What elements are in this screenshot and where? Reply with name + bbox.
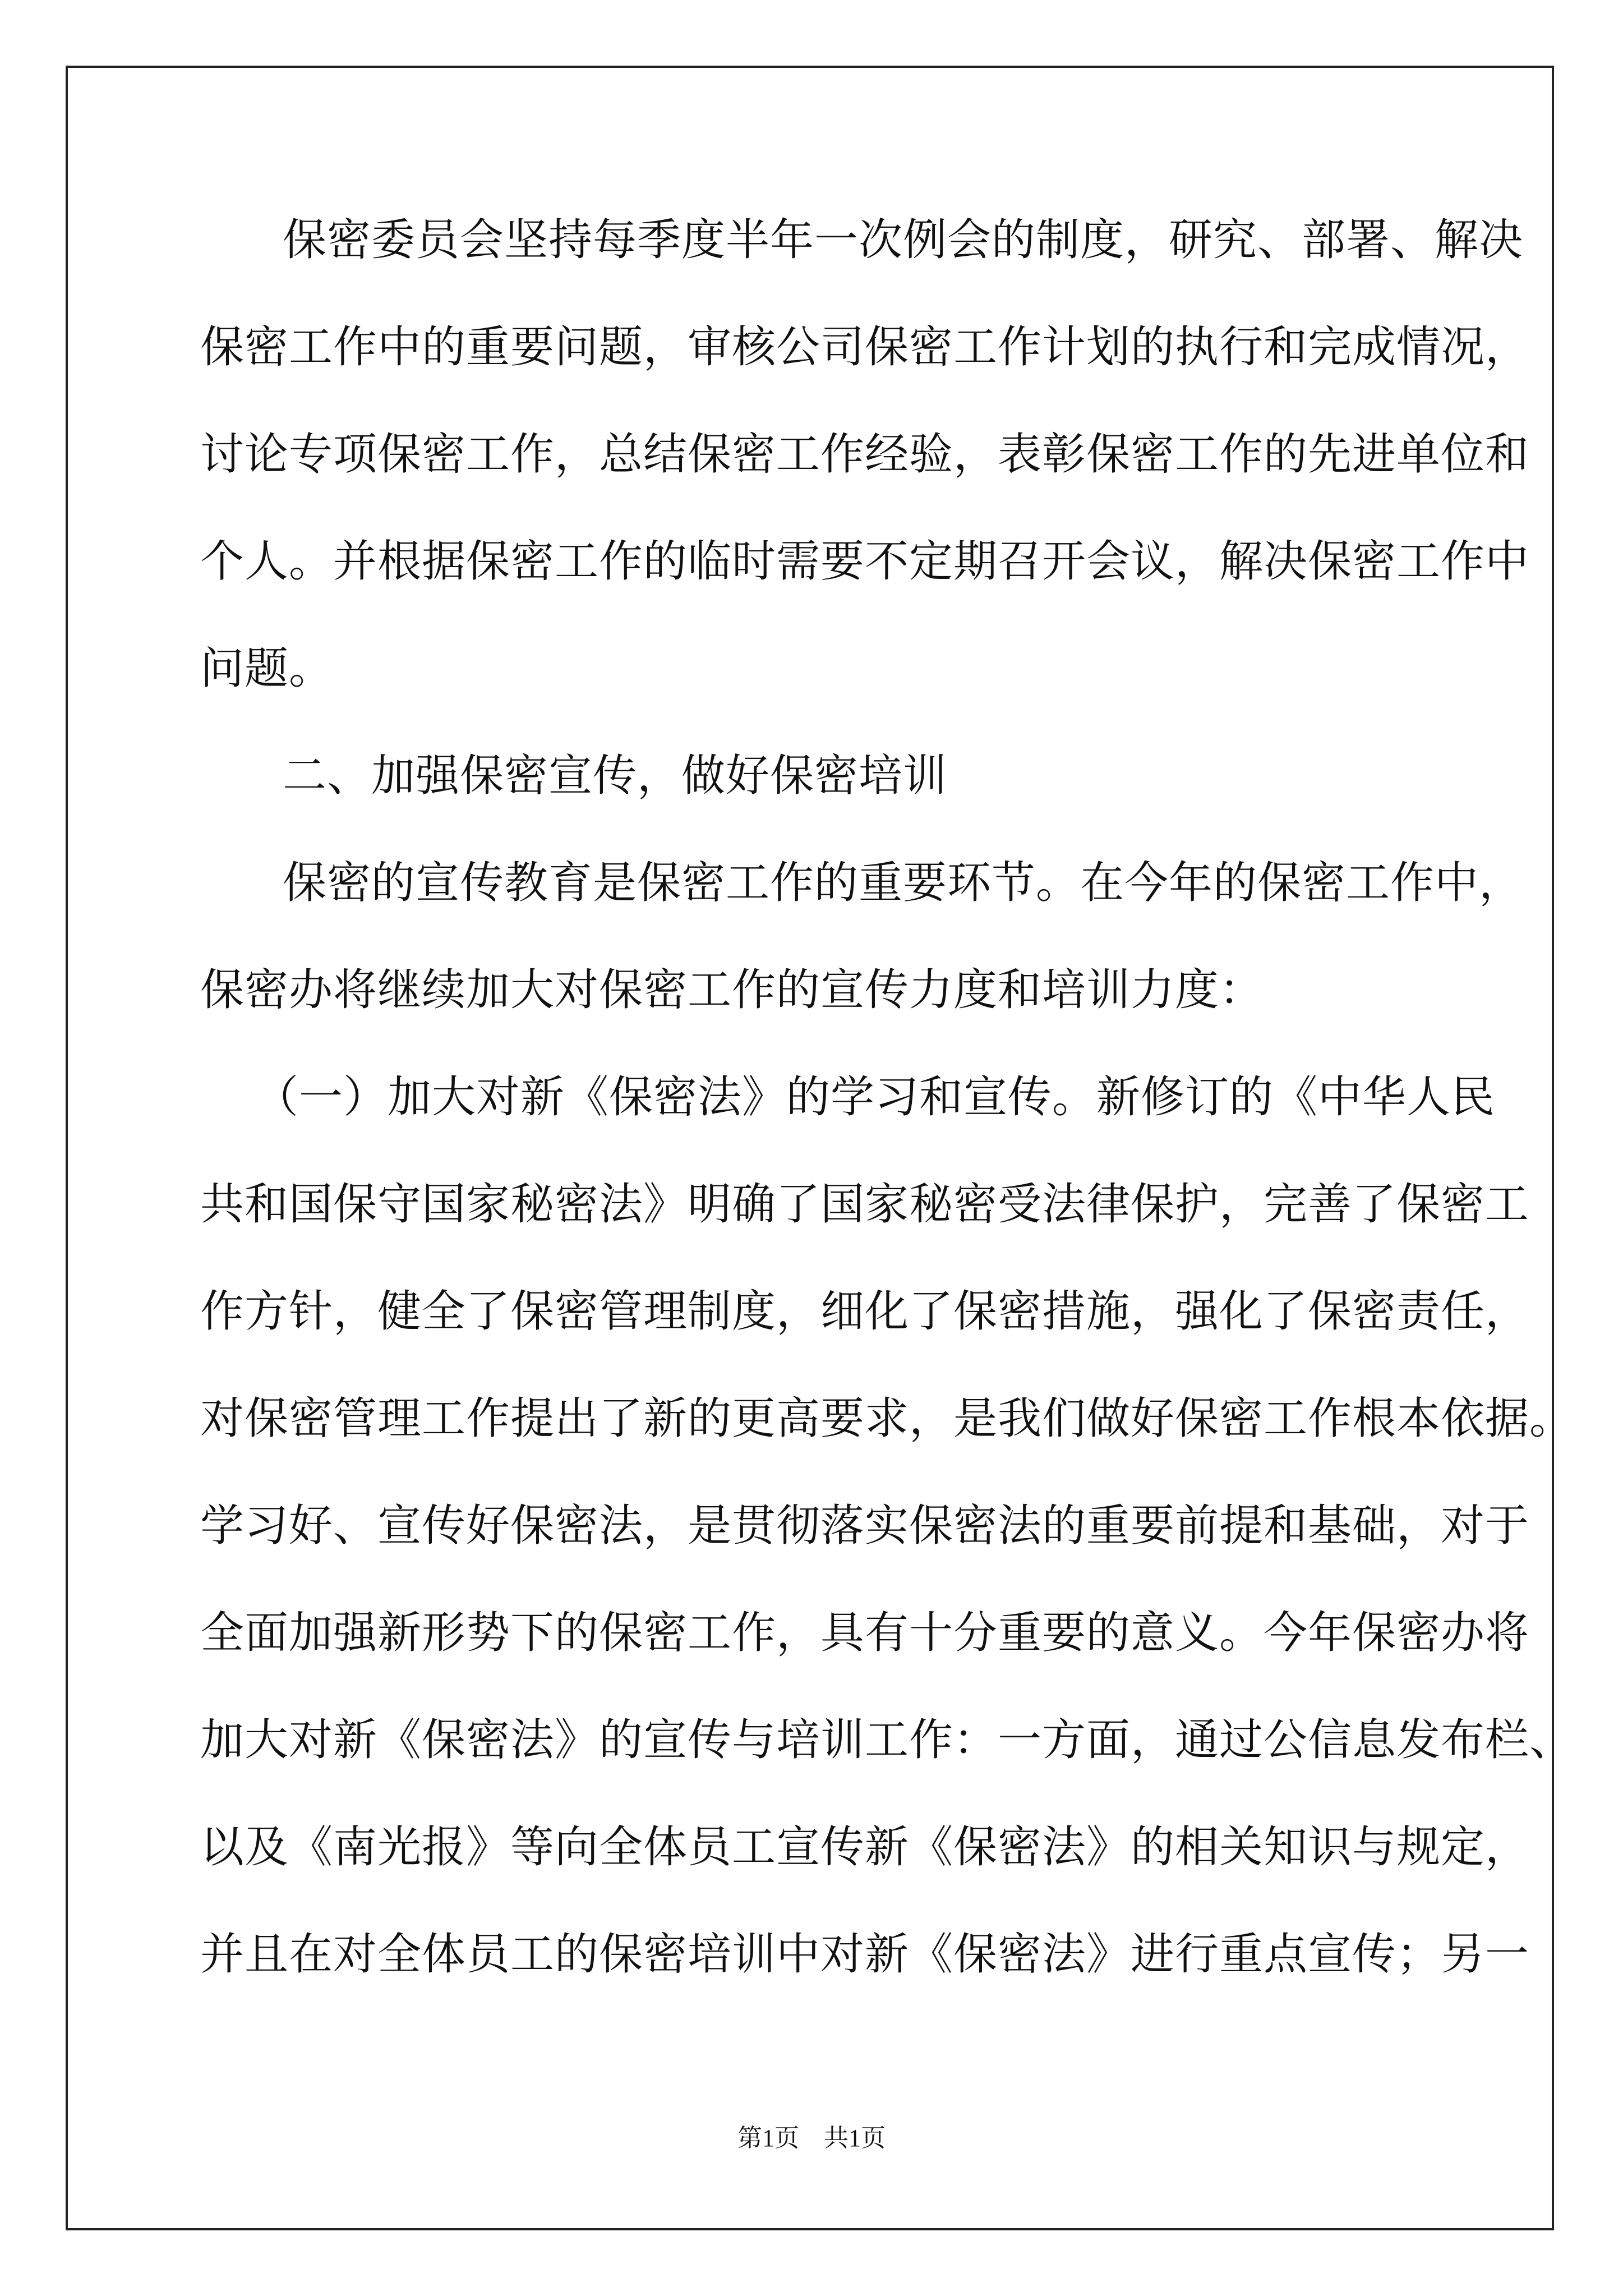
body-line: 对保密管理工作提出了新的更高要求，是我们做好保密工作根本依据。: [200, 1393, 1574, 1444]
body-line: 加大对新《保密法》的宣传与培训工作：一方面，通过公信息发布栏、: [200, 1715, 1574, 1765]
body-line: 以及《南光报》等向全体员工宣传新《保密法》的相关知识与规定，: [200, 1822, 1530, 1872]
body-line: 全面加强新形势下的保密工作，具有十分重要的意义。今年保密办将: [200, 1608, 1530, 1658]
body-line: 保密办将继续加大对保密工作的宣传力度和培训力度：: [200, 965, 1264, 1015]
body-line: 保密委员会坚持每季度半年一次例会的制度，研究、部署、解决: [283, 215, 1524, 265]
body-line: （一）加大对新《保密法》的学习和宣传。新修订的《中华人民: [255, 1072, 1496, 1122]
body-line: 保密工作中的重要问题，审核公司保密工作计划的执行和完成情况，: [200, 322, 1530, 372]
page-footer: 第1页 共1页: [737, 2124, 886, 2152]
document-body: [200, 212, 1574, 2033]
body-line: 保密的宣传教育是保密工作的重要环节。在今年的保密工作中，: [283, 858, 1524, 908]
section-heading: 二、加强保密宣传，做好保密培训: [283, 751, 948, 801]
body-line: 学习好、宣传好保密法，是贯彻落实保密法的重要前提和基础，对于: [200, 1501, 1530, 1551]
body-line: 问题。: [200, 643, 334, 694]
body-line: 共和国保守国家秘密法》明确了国家秘密受法律保护，完善了保密工: [200, 1179, 1530, 1230]
body-line: 并且在对全体员工的保密培训中对新《保密法》进行重点宣传；另一: [200, 1929, 1530, 1980]
body-line: 作方针，健全了保密管理制度，细化了保密措施，强化了保密责任，: [200, 1286, 1530, 1337]
body-line: 个人。并根据保密工作的临时需要不定期召开会议，解决保密工作中: [200, 536, 1530, 587]
body-line: 讨论专项保密工作，总结保密工作经验，表彰保密工作的先进单位和: [200, 429, 1530, 480]
